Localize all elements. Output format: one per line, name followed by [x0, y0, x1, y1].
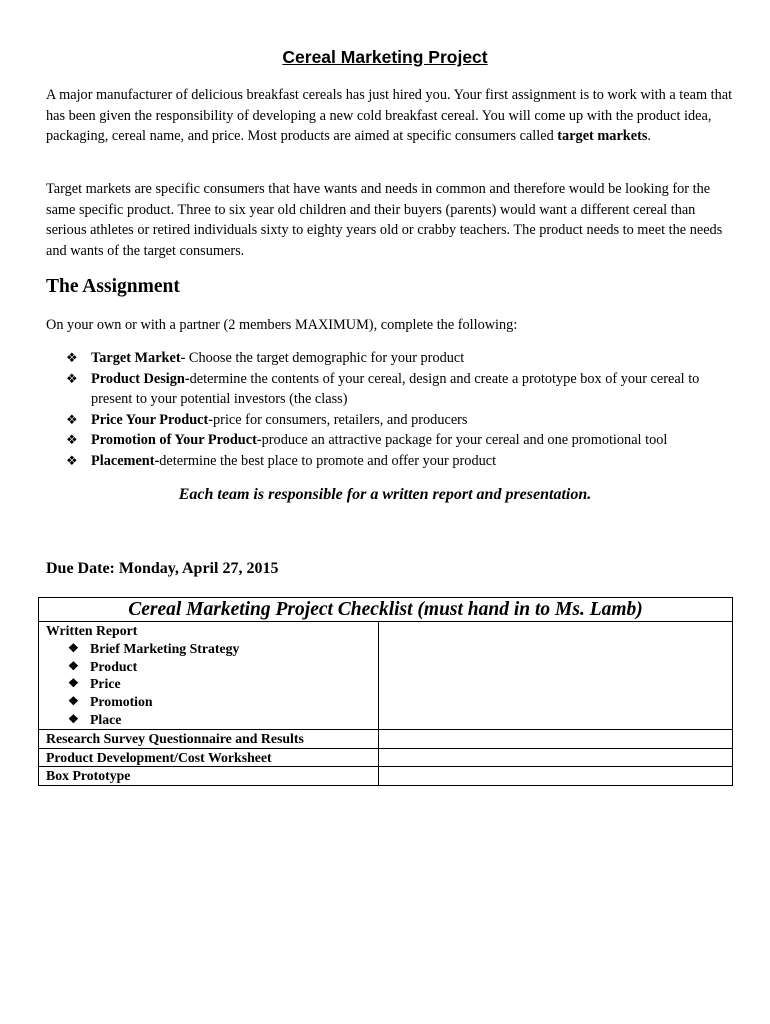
item-text: Choose the target demographic for your product: [185, 350, 465, 366]
item-label: Brief Marketing Strategy: [90, 640, 240, 656]
item-label: Place: [90, 711, 122, 727]
target-markets-paragraph: Target markets are specific consumers that have wants and needs in common and therefore would be looking for the same specific product. Three to six year old children and their buyers (parents) would want a different cereal than serious athletes or retired individuals sixty to eighty years old or crabby teachers. The product needs to meet the needs and wants of the target consumers.: [46, 181, 723, 259]
item-text: determine the contents of your cereal, design and create a prototype box of your cereal to present to your potential investors (the class): [91, 370, 700, 407]
item-label: Product: [90, 658, 138, 674]
list-item: [68, 640, 378, 658]
list-item: [66, 451, 736, 472]
table-row: [39, 748, 733, 767]
diamond-bullet-icon: ❖: [68, 640, 79, 655]
item-label: Placement-: [91, 452, 160, 469]
diamond-bullet-icon: ❖: [68, 676, 79, 691]
item-label: Product Design-: [91, 370, 190, 387]
checklist-table: [38, 597, 733, 786]
item-text: produce an attractive package for your cereal and one promotional tool: [261, 432, 668, 448]
due-date: Due Date: Monday, April 27, 2015: [46, 560, 279, 577]
intro-paragraph: [46, 85, 736, 147]
written-report-label: Written Report: [46, 623, 138, 638]
intro-text: A major manufacturer of delicious breakfast cereals has just hired you. Your first assignment is to work with a team that has been given the responsibility of developing a new cold breakfast cereal. You will come up with the product idea, packaging, cereal name, and price. Most products are aimed at specific consumers called: [46, 87, 733, 144]
table-row: [39, 622, 733, 730]
checklist-title-row: [39, 598, 733, 622]
diamond-bullet-icon: ❖: [66, 411, 78, 427]
list-item: [66, 430, 736, 451]
list-item: [68, 693, 378, 711]
row-label: Research Survey Questionnaire and Results: [39, 729, 379, 748]
row-label: Box Prototype: [39, 767, 379, 786]
assignment-list: [66, 348, 736, 471]
list-item: [66, 410, 736, 431]
row-label: Product Development/Cost Worksheet: [39, 748, 379, 767]
item-text: price for consumers, retailers, and producers: [213, 411, 468, 428]
check-cell[interactable]: [379, 729, 733, 748]
intro-end: .: [647, 128, 651, 144]
written-report-cell: [39, 622, 379, 730]
item-label: Promotion of Your Product-: [91, 432, 262, 448]
item-label: Price Your Product-: [91, 411, 214, 428]
item-label: Price: [90, 676, 121, 692]
assignment-heading: The Assignment: [46, 276, 180, 297]
diamond-bullet-icon: ❖: [66, 452, 78, 468]
table-row: [39, 729, 733, 748]
table-row: [39, 767, 733, 786]
checklist-title: Cereal Marketing Project Checklist (must hand in to Ms. Lamb): [39, 598, 733, 622]
list-item: [66, 348, 736, 369]
target-markets-term: target markets: [557, 128, 648, 144]
check-cell[interactable]: [379, 748, 733, 767]
item-text: determine the best place to promote and offer your product: [159, 452, 497, 469]
list-item: [68, 711, 378, 729]
check-cell[interactable]: [379, 622, 733, 730]
diamond-bullet-icon: ❖: [68, 694, 79, 709]
item-label: Promotion: [90, 694, 153, 710]
diamond-bullet-icon: ❖: [66, 350, 78, 365]
diamond-bullet-icon: ❖: [68, 658, 79, 673]
written-report-list: [46, 640, 378, 729]
item-label: Target Market-: [91, 350, 186, 366]
assignment-instructions: On your own or with a partner (2 members MAXIMUM), complete the following:: [46, 317, 518, 333]
list-item: [68, 658, 378, 676]
list-item: [68, 675, 378, 693]
check-cell[interactable]: [379, 767, 733, 786]
diamond-bullet-icon: ❖: [68, 711, 79, 726]
diamond-bullet-icon: ❖: [66, 370, 78, 386]
diamond-bullet-icon: ❖: [66, 432, 78, 447]
document-title: Cereal Marketing Project: [282, 47, 488, 67]
list-item: [66, 369, 736, 410]
emphasis-statement: Each team is responsible for a written report and presentation.: [178, 486, 592, 503]
